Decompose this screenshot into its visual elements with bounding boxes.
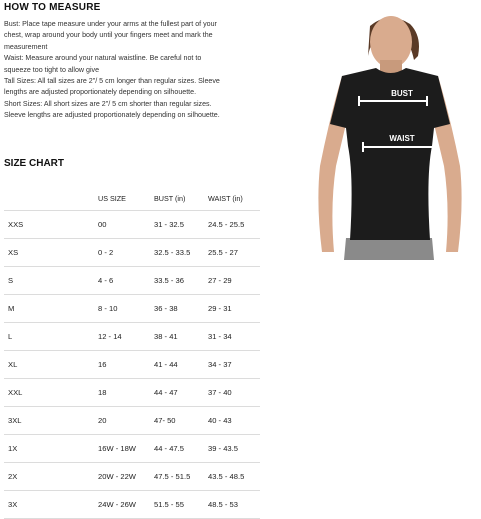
bust-line-right-tick bbox=[426, 96, 428, 106]
instruction-line: Waist: Measure around your natural waistline. Be careful not to bbox=[4, 54, 202, 63]
size-cell: 3X bbox=[4, 491, 98, 519]
size-cell: 3XL bbox=[4, 407, 98, 435]
waist-cell: 37 - 40 bbox=[208, 379, 260, 407]
table-row bbox=[4, 491, 260, 519]
waist-cell: 29 - 31 bbox=[208, 295, 260, 323]
table-header-row bbox=[4, 187, 260, 211]
us-size-cell: 24W - 26W bbox=[98, 491, 154, 519]
us-size-cell: 16 bbox=[98, 351, 154, 379]
instruction-line: lengths are adjusted proportionately depending on silhouette. bbox=[4, 88, 197, 97]
us-size-cell: 16W - 18W bbox=[98, 435, 154, 463]
waist-line-left-tick bbox=[362, 142, 364, 152]
us-size-cell: 20 bbox=[98, 407, 154, 435]
size-cell: XL bbox=[4, 351, 98, 379]
table-row bbox=[4, 267, 260, 295]
us-size-cell: 0 - 2 bbox=[98, 239, 154, 267]
measurement-figure bbox=[314, 16, 464, 260]
bust-cell: 51.5 - 55 bbox=[154, 491, 208, 519]
bust-cell: 44 - 47.5 bbox=[154, 435, 208, 463]
us-size-cell: 12 - 14 bbox=[98, 323, 154, 351]
waist-cell: 40 - 43 bbox=[208, 407, 260, 435]
bust-cell: 41 - 44 bbox=[154, 351, 208, 379]
size-cell: S bbox=[4, 267, 98, 295]
us-size-cell: 20W - 22W bbox=[98, 463, 154, 491]
bust-cell: 44 - 47 bbox=[154, 379, 208, 407]
waist-cell: 48.5 - 53 bbox=[208, 491, 260, 519]
model-illustration bbox=[314, 16, 464, 260]
pants-shape bbox=[344, 238, 434, 260]
bust-cell: 32.5 - 33.5 bbox=[154, 239, 208, 267]
size-chart-table bbox=[4, 187, 260, 519]
instruction-line: measurement bbox=[4, 42, 48, 51]
bust-cell: 47.5 - 51.5 bbox=[154, 463, 208, 491]
header-bust: BUST (in) bbox=[154, 187, 208, 211]
table-row bbox=[4, 211, 260, 239]
bust-cell: 38 - 41 bbox=[154, 323, 208, 351]
instruction-line: Bust: Place tape measure under your arms at the fullest part of your bbox=[4, 20, 217, 28]
instruction-line: chest, wrap around your body until your fingers meet and mark the bbox=[4, 31, 213, 40]
header-size bbox=[4, 187, 98, 211]
waist-cell: 34 - 37 bbox=[208, 351, 260, 379]
size-cell: XXS bbox=[4, 211, 98, 239]
waist-line bbox=[362, 146, 436, 148]
waist-line-right-tick bbox=[434, 142, 436, 152]
size-cell: 2X bbox=[4, 463, 98, 491]
bust-cell: 47- 50 bbox=[154, 407, 208, 435]
table-row bbox=[4, 435, 260, 463]
waist-cell: 31 - 34 bbox=[208, 323, 260, 351]
header-us-size: US SIZE bbox=[98, 187, 154, 211]
us-size-cell: 4 - 6 bbox=[98, 267, 154, 295]
table-row bbox=[4, 463, 260, 491]
us-size-cell: 18 bbox=[98, 379, 154, 407]
shirt-shape bbox=[330, 68, 450, 240]
table-row bbox=[4, 239, 260, 267]
waist-cell: 43.5 - 48.5 bbox=[208, 463, 260, 491]
size-chart-title: SIZE CHART bbox=[4, 158, 64, 169]
size-cell: M bbox=[4, 295, 98, 323]
bust-line bbox=[358, 100, 428, 102]
bust-line-left-tick bbox=[358, 96, 360, 106]
us-size-cell: 00 bbox=[98, 211, 154, 239]
instruction-line: Sleeve lengths are adjusted proportionately depending on silhouette. bbox=[4, 111, 220, 120]
measure-instructions bbox=[4, 19, 272, 122]
bust-cell: 33.5 - 36 bbox=[154, 267, 208, 295]
bust-cell: 31 - 32.5 bbox=[154, 211, 208, 239]
waist-cell: 24.5 - 25.5 bbox=[208, 211, 260, 239]
table-row bbox=[4, 323, 260, 351]
waist-cell: 27 - 29 bbox=[208, 267, 260, 295]
header-waist: WAIST (in) bbox=[208, 187, 260, 211]
waist-cell: 39 - 43.5 bbox=[208, 435, 260, 463]
table-row bbox=[4, 407, 260, 435]
instruction-line: Tall Sizes: All tall sizes are 2"/ 5 cm longer than regular sizes. Sleeve bbox=[4, 77, 220, 86]
table-row bbox=[4, 351, 260, 379]
bust-cell: 36 - 38 bbox=[154, 295, 208, 323]
table-row bbox=[4, 295, 260, 323]
size-cell: XXL bbox=[4, 379, 98, 407]
bust-label: BUST bbox=[391, 89, 413, 98]
size-cell: 1X bbox=[4, 435, 98, 463]
us-size-cell: 8 - 10 bbox=[98, 295, 154, 323]
waist-label: WAIST bbox=[389, 134, 415, 143]
instruction-line: squeeze too tight to allow give bbox=[4, 65, 100, 74]
instruction-line: Short Sizes: All short sizes are 2"/ 5 cm shorter than regular sizes. bbox=[4, 99, 212, 108]
how-to-measure-title: HOW TO MEASURE bbox=[4, 2, 101, 13]
table-row bbox=[4, 379, 260, 407]
waist-cell: 25.5 - 27 bbox=[208, 239, 260, 267]
size-cell: L bbox=[4, 323, 98, 351]
size-cell: XS bbox=[4, 239, 98, 267]
